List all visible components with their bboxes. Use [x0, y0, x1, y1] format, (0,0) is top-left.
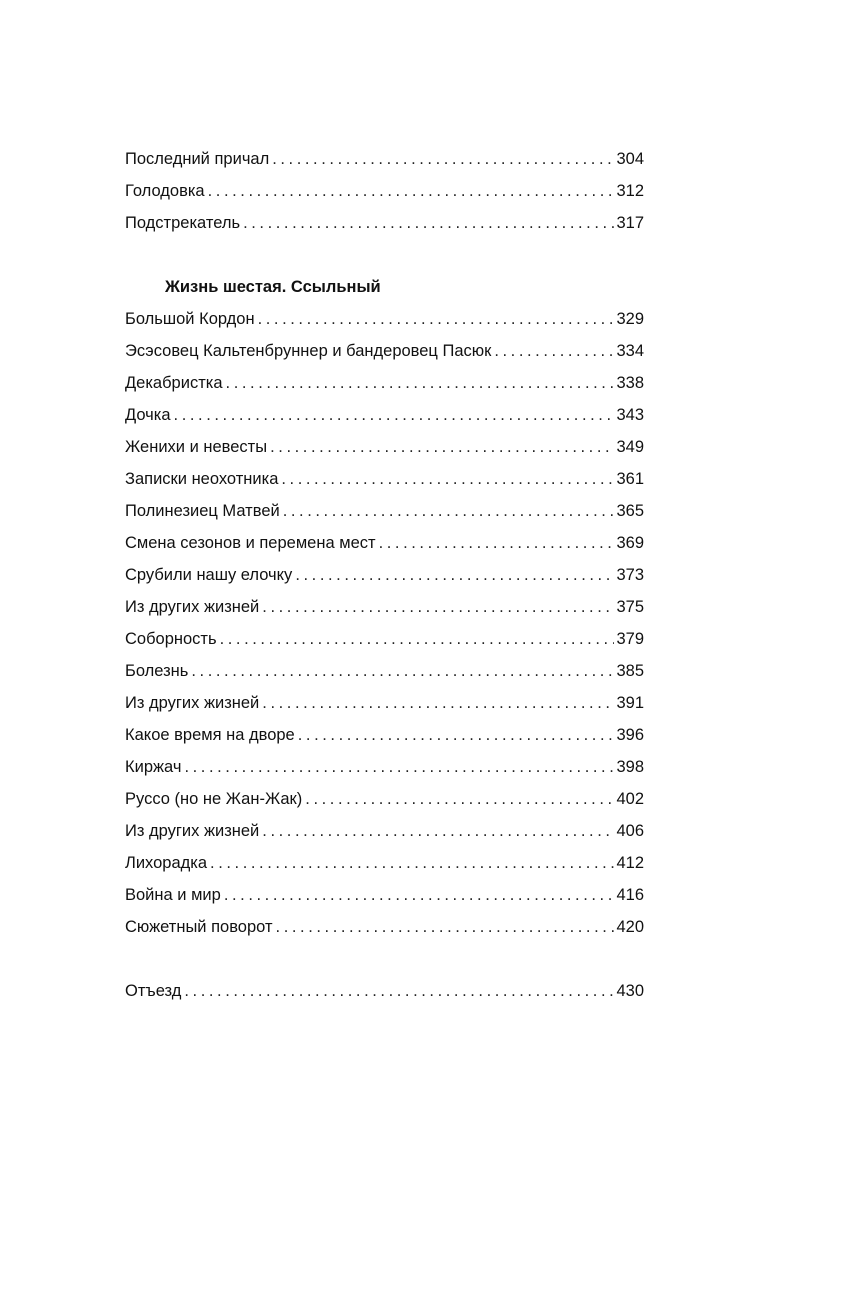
- toc-entry-page: 412: [616, 854, 644, 872]
- toc-entry[interactable]: [125, 175, 644, 207]
- toc-entry-page: 349: [616, 438, 644, 456]
- toc-entry[interactable]: [125, 335, 644, 367]
- dot-leader: [262, 815, 614, 847]
- toc-entry-title: Большой Кордон: [125, 310, 255, 328]
- toc-entry[interactable]: [125, 751, 644, 783]
- toc-entry-title: Какое время на дворе: [125, 726, 295, 744]
- dot-leader: [283, 495, 615, 527]
- toc-entry[interactable]: [125, 431, 644, 463]
- toc-entry-title: Из других жизней: [125, 694, 260, 712]
- spacer: [125, 239, 644, 271]
- dot-leader: [295, 559, 614, 591]
- dot-leader: [210, 847, 614, 879]
- toc-entry-page: 369: [616, 534, 644, 552]
- dot-leader: [262, 687, 614, 719]
- dot-leader: [191, 655, 614, 687]
- toc-entry-title: Болезнь: [125, 662, 189, 680]
- toc-entry[interactable]: [125, 591, 644, 623]
- toc-entry-page: 385: [616, 662, 644, 680]
- toc-entry[interactable]: [125, 879, 644, 911]
- dot-leader: [272, 143, 614, 175]
- toc-entry-page: 338: [616, 374, 644, 392]
- toc-entry-page: 391: [616, 694, 644, 712]
- dot-leader: [258, 303, 615, 335]
- toc-entry-title: Эсэсовец Кальтенбруннер и бандеровец Пасюк: [125, 342, 492, 360]
- dot-leader: [184, 975, 614, 1007]
- toc-entry-page: 406: [616, 822, 644, 840]
- toc-entry-title: Подстрекатель: [125, 214, 241, 232]
- toc-entry-title: Женихи и невесты: [125, 438, 268, 456]
- dot-leader: [262, 591, 614, 623]
- spacer: [125, 943, 644, 975]
- toc-section-entries: [125, 303, 644, 943]
- toc-entry-page: 312: [616, 182, 644, 200]
- toc-entry-page: 375: [616, 598, 644, 616]
- toc-entry[interactable]: [125, 847, 644, 879]
- toc-entry-page: 402: [616, 790, 644, 808]
- dot-leader: [305, 783, 614, 815]
- toc-entry-page: 361: [616, 470, 644, 488]
- toc-entry-title: Сюжетный поворот: [125, 918, 273, 936]
- dot-leader: [208, 175, 615, 207]
- toc-entry-title: Лихорадка: [125, 854, 208, 872]
- dot-leader: [494, 335, 614, 367]
- toc-entry[interactable]: [125, 143, 644, 175]
- toc-entry[interactable]: [125, 655, 644, 687]
- toc-entry-title: Голодовка: [125, 182, 205, 200]
- toc-entry-title: Декабристка: [125, 374, 223, 392]
- toc-entry-page: 365: [616, 502, 644, 520]
- toc-entry[interactable]: [125, 399, 644, 431]
- toc-entry-page: 420: [616, 918, 644, 936]
- toc-entry-page: 343: [616, 406, 644, 424]
- toc-entry-title: Соборность: [125, 630, 217, 648]
- toc-entry[interactable]: [125, 495, 644, 527]
- toc-entry-page: 317: [616, 214, 644, 232]
- toc-entry-title: Полинезиец Матвей: [125, 502, 280, 520]
- toc-entry[interactable]: [125, 207, 644, 239]
- dot-leader: [379, 527, 615, 559]
- toc-entry-page: 416: [616, 886, 644, 904]
- toc-entry-page: 396: [616, 726, 644, 744]
- dot-leader: [226, 367, 615, 399]
- toc-entry-title: Киржач: [125, 758, 182, 776]
- toc-entry[interactable]: [125, 975, 644, 1007]
- dot-leader: [270, 431, 614, 463]
- toc-entry[interactable]: [125, 527, 644, 559]
- toc-entry[interactable]: [125, 719, 644, 751]
- dot-leader: [298, 719, 615, 751]
- dot-leader: [276, 911, 615, 943]
- toc-entry-title: Руссо (но не Жан-Жак): [125, 790, 303, 808]
- toc-entry[interactable]: [125, 303, 644, 335]
- toc-entry-title: Последний причал: [125, 150, 270, 168]
- toc-entry-page: 304: [616, 150, 644, 168]
- toc-entry-page: 373: [616, 566, 644, 584]
- toc-entry-page: 430: [616, 982, 644, 1000]
- toc-entry[interactable]: [125, 367, 644, 399]
- toc-entry-page: 334: [616, 342, 644, 360]
- toc-entry[interactable]: [125, 783, 644, 815]
- dot-leader: [281, 463, 614, 495]
- section-heading: Жизнь шестая. Ссыльный: [165, 278, 381, 296]
- toc-entry[interactable]: [125, 559, 644, 591]
- table-of-contents: [125, 143, 644, 1007]
- toc-entry-title: Срубили нашу елочку: [125, 566, 293, 584]
- dot-leader: [174, 399, 615, 431]
- toc-entry-title: Записки неохотника: [125, 470, 279, 488]
- toc-entry[interactable]: [125, 911, 644, 943]
- toc-entry-title: Отъезд: [125, 982, 182, 1000]
- toc-entry-title: Война и мир: [125, 886, 221, 904]
- toc-entry-page: 379: [616, 630, 644, 648]
- dot-leader: [220, 623, 615, 655]
- dot-leader: [184, 751, 614, 783]
- toc-entry[interactable]: [125, 623, 644, 655]
- toc-entry[interactable]: [125, 687, 644, 719]
- toc-entry-title: Дочка: [125, 406, 171, 424]
- toc-group: [125, 143, 644, 239]
- toc-entry-page: 398: [616, 758, 644, 776]
- dot-leader: [243, 207, 614, 239]
- toc-entry-title: Из других жизней: [125, 598, 260, 616]
- toc-entry-page: 329: [616, 310, 644, 328]
- toc-entry-title: Из других жизней: [125, 822, 260, 840]
- toc-entry[interactable]: [125, 463, 644, 495]
- dot-leader: [224, 879, 615, 911]
- toc-entry-title: Смена сезонов и перемена мест: [125, 534, 376, 552]
- toc-entry[interactable]: [125, 815, 644, 847]
